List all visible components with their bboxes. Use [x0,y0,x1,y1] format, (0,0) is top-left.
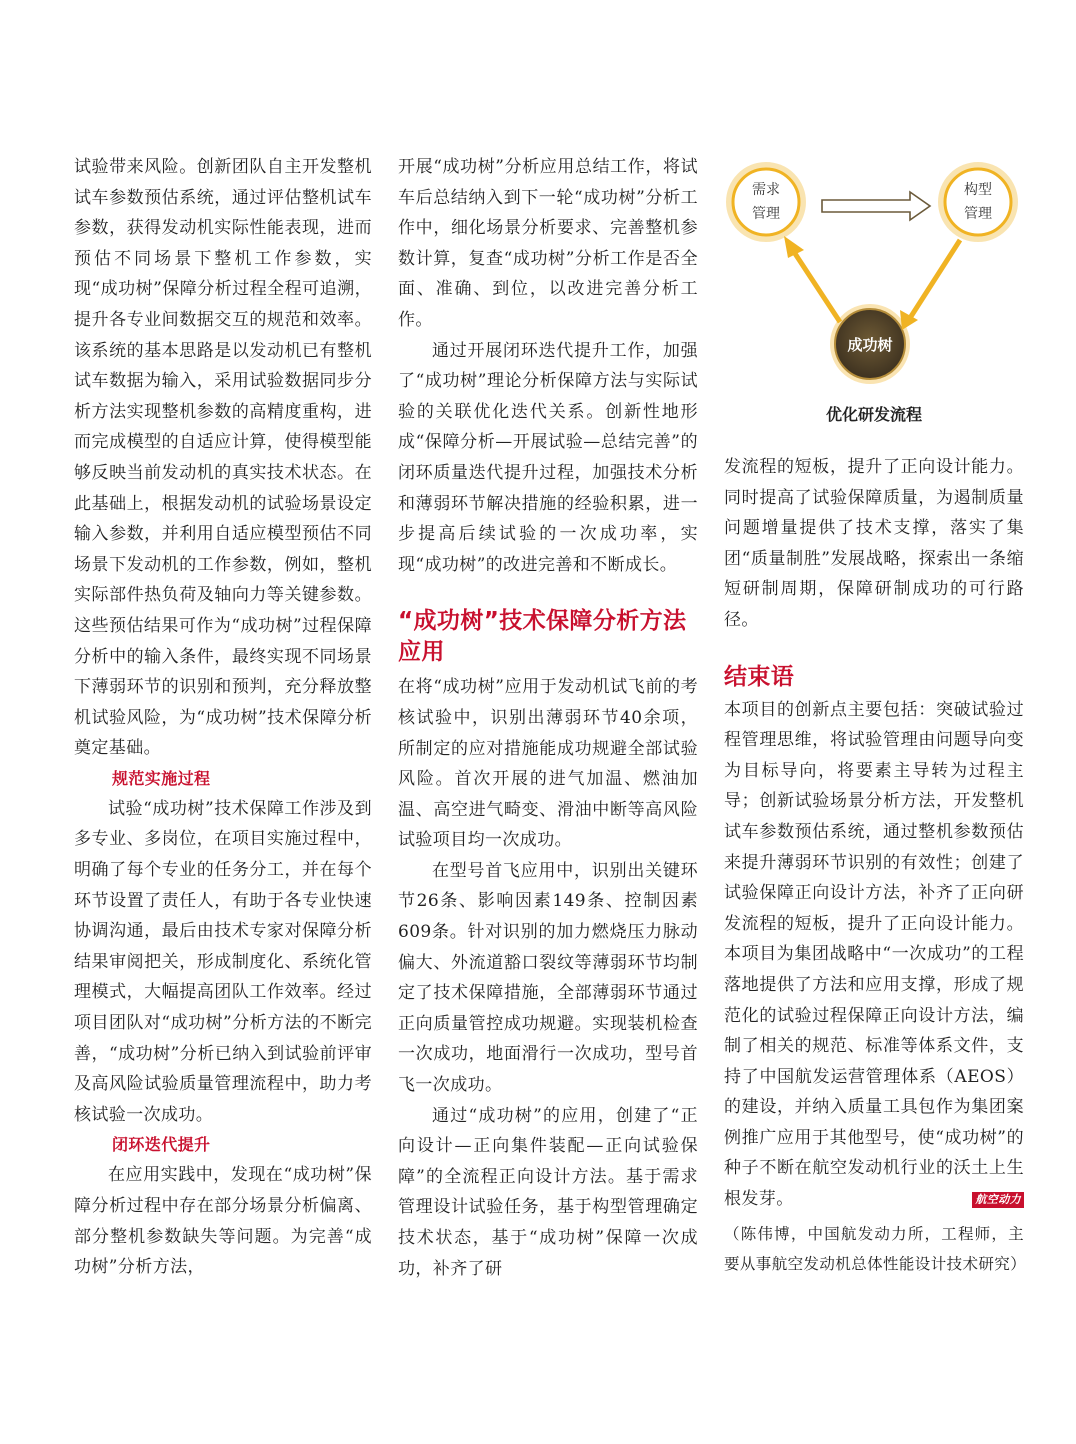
node-label: 管理 [964,206,992,222]
process-diagram [724,160,1024,400]
arrow-up-left-icon [784,236,840,322]
paragraph-text: 本项目的创新点主要包括：突破试验过程管理思维，将试验管理由问题导向变为目标导向，将要素主导转为过程主导；创新试验场景分析方法，开发整机试车参数预估系统，通过整机参数预估来提升薄弱环节识别的有效性；创建了试验保障正向设计方法，补齐了正向研发流程的短板，提升了正向设计能力。本项目为集团战略中“一次成功”的工程落地提供了方法和应用支撑，形成了规范化的试验过程保障正向设计方法，编制了相关的规范、标准等体系文件，支持了中国航发运营管理体系（AEOS）的建设，并纳入质量工具包作为集团案例推广应用于其他型号，使“成功树”的种子不断在航空发动机行业的沃土上生根发芽。 [724,699,1024,1210]
configuration-management-node [941,165,1015,239]
arrow-down-left-icon [900,240,960,330]
subheading-closed-loop: 闭环迭代提升 [112,1135,211,1155]
section-heading-conclusion: 结束语 [724,663,795,690]
diagram-caption: 优化研发流程 [825,405,922,424]
arrow-right-icon [822,192,930,220]
node-label: 管理 [752,206,780,222]
subheading-standardize: 规范实施过程 [112,768,211,788]
author-note: （陈伟博，中国航发动力所，工程师，主要从事航空发动机总体性能设计技术研究） [724,1224,1027,1273]
paragraph: 通过“成功树”的应用，创建了“正向设计—正向集件装配—正向试验保障”的全流程正向设计方法。基于需求管理设计试验任务，基于构型管理确定技术状态，基于“成功树”保障一次成功，补齐了研 [398,1105,698,1279]
paragraph: 通过开展闭环迭代提升工作，加强了“成功树”理论分析保障方法与实际试验的关联优化迭代关系。创新性地形成“保障分析—开展试验—总结完善”的闭环质量迭代提升过程，加强技术分析和薄弱环节解决措施的经验积累，进一步提高后续试验的一次成功率，实现“成功树”的改进完善和不断成长。 [398,340,698,575]
paragraph: 试验带来风险。创新团队自主开发整机试车参数预估系统，通过评估整机试车参数，获得发动机实际性能表现，进而预估不同场景下整机工作参数，实现“成功树”保障分析过程全程可追溯，提升各专业间数据交互的规范和效率。该系统的基本思路是以发动机已有整机试车数据为输入，采用试验数据同步分析方法实现整机参数的高精度重构，进而完成模型的自适应计算，使得模型能够反映当前发动机的真实技术状态。在此基础上，根据发动机的试验场景设定输入参数，并利用自适应模型预估不同场景下发动机的工作参数，例如，整机实际部件热负荷及轴向力等关键参数。这些预估结果可作为“成功树”过程保障分析中的输入条件，最终实现不同场景下薄弱环节的识别和预判，充分释放整机试验风险，为“成功树”技术保障分析奠定基础。 [74,157,372,759]
magazine-logo: 航空动力 [972,1192,1024,1208]
node-label: 构型 [964,182,992,198]
column-3 [724,452,1027,1279]
demand-management-node [729,165,803,239]
node-label: 成功树 [847,336,893,354]
paragraph: 开展“成功树”分析应用总结工作，将试车后总结纳入到下一轮“成功树”分析工作中，细化场景分析要求、完善整机参数计算，复查“成功树”分析工作是否全面、准确、到位，以改进完善分析工作。 [398,157,698,330]
paragraph: 发流程的短板，提升了正向设计能力。同时提高了试验保障质量，为遏制质量问题增量提供了技术支撑，落实了集团“质量制胜”发展战略，探索出一条缩短研制周期，保障研制成功的可行路径。 [724,457,1024,630]
column-2 [398,152,698,1284]
success-tree-node [830,304,910,384]
paragraph: 试验“成功树”技术保障工作涉及到多专业、多岗位，在项目实施过程中，明确了每个专业的任务分工，并在每个环节设置了责任人，有助于各专业快速协调沟通，最后由技术专家对保障分析结果审阅把关，形成制度化、系统化管理模式，大幅提高团队工作效率。经过项目团队对“成功树”分析方法的不断完善，“成功树”分析已纳入到试验前评审及高风险试验质量管理流程中，助力考核试验一次成功。 [74,798,372,1125]
paragraph [724,695,1024,1215]
column-1 [74,152,372,1283]
node-label: 需求 [752,182,780,198]
section-heading-application: “成功树”技术保障分析方法应用 [398,608,687,666]
paragraph: 在将“成功树”应用于发动机试飞前的考核试验中，识别出薄弱环节40余项，所制定的应对措施能成功规避全部试验风险。首次开展的进气加温、燃油加温、高空进气畸变、滑油中断等高风险试验项目均一次成功。 [398,677,698,851]
paragraph: 在型号首飞应用中，识别出关键环节26条、影响因素149条、控制因素609条。针对识别的加力燃烧压力脉动偏大、外流道豁口裂纹等薄弱环节均制定了技术保障措施，全部薄弱环节通过正向质量管控成功规避。实现装机检查一次成功，地面滑行一次成功，型号首飞一次成功。 [398,860,698,1096]
paragraph: 在应用实践中，发现在“成功树”保障分析过程中存在部分场景分析偏离、部分整机参数缺失等问题。为完善“成功树”分析方法， [74,1165,372,1278]
